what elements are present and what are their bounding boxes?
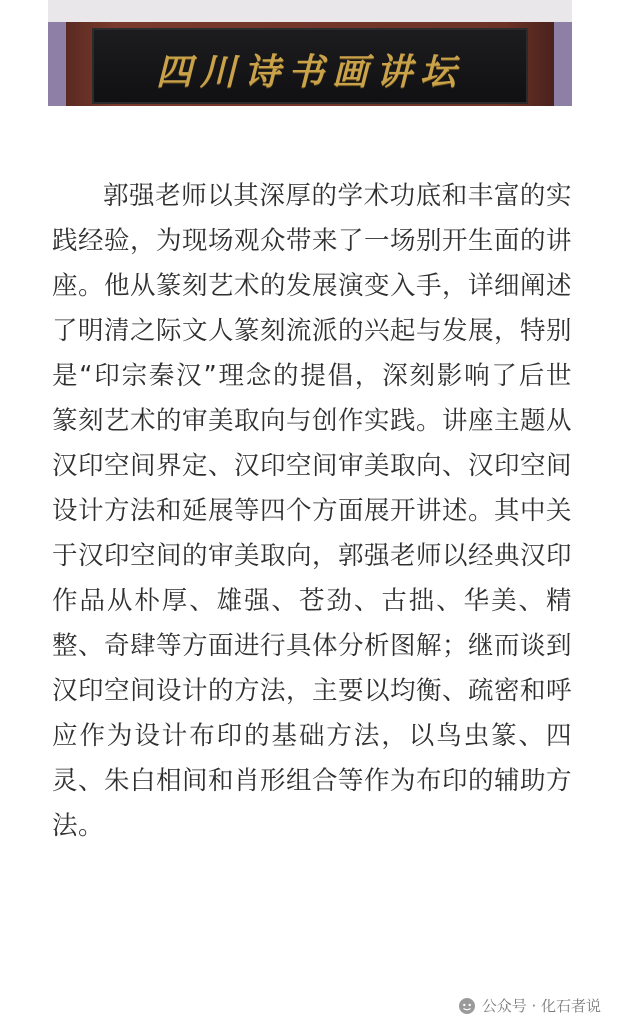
photo-wall [48, 0, 572, 22]
plaque [92, 28, 528, 104]
wechat-official-account-icon [458, 997, 476, 1015]
plaque-inscription: 四川诗书画讲坛 [155, 51, 464, 93]
watermark [458, 995, 601, 1016]
watermark-text: 公众号 · 化石者说 [481, 997, 601, 1015]
lecture-photo [48, 0, 572, 106]
article-paragraph: 郭强老师以其深厚的学术功底和丰富的实践经验，为现场观众带来了一场别开生面的讲座。他从篆刻艺术的发展演变入手，详细阐述了明清之际文人篆刻流派的兴起与发展，特别是“印宗秦汉”理念的提倡，深刻影响了后世篆刻艺术的审美取向与创作实践。讲座主题从汉印空间界定、汉印空间审美取向、汉印空间设计方法和延展等四个方面展开讲述。其中关于汉印空间的审美取向，郭强老师以经典汉印作品从朴厚、雄强、苍劲、古拙、华美、精整、奇肆等方面进行具体分析图解；继而谈到汉印空间设计的方法，主要以均衡、疏密和呼应作为设计布印的基础方法，以鸟虫篆、四灵、朱白相间和肖形组合等作为布印的辅助方法。 [52, 181, 573, 841]
